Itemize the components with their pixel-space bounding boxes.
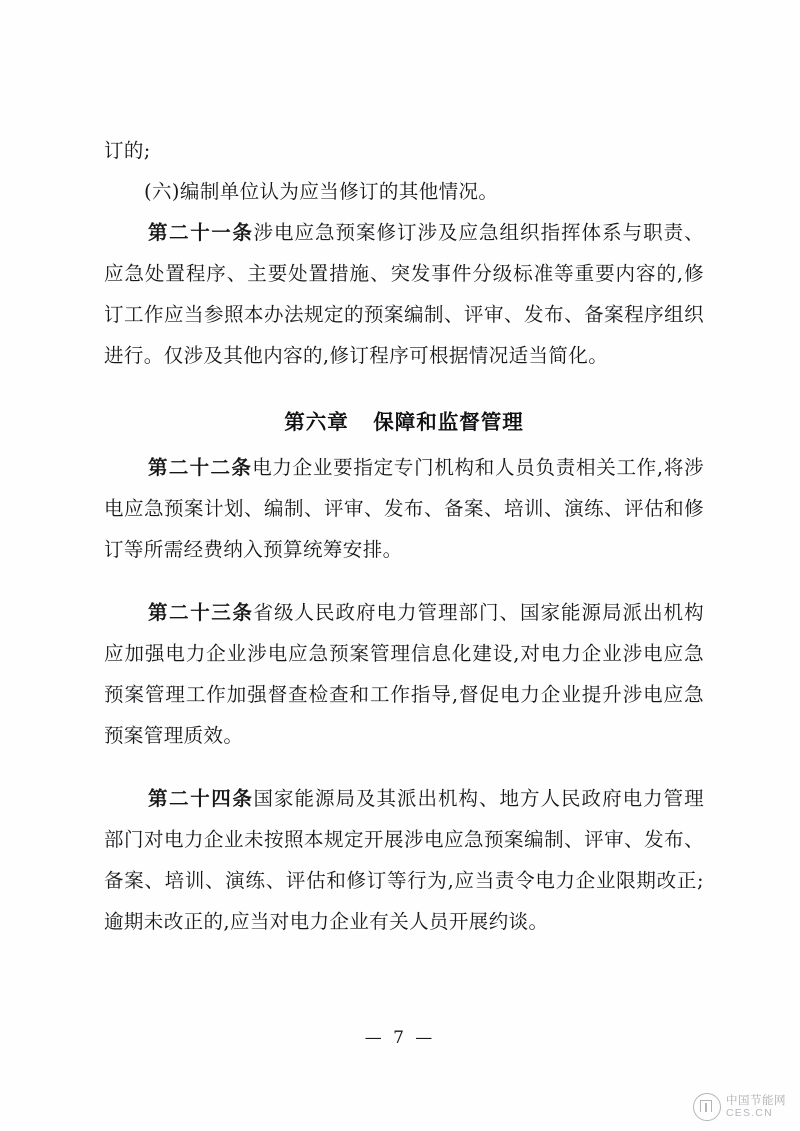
chapter-title: 保障和监督管理	[373, 410, 524, 434]
chapter-number: 第六章	[284, 410, 349, 434]
article-text-22: 电力企业要指定专门机构和人员负责相关工作,将涉电应急预案计划、编制、评审、发布、备案、培训、演练、评估和修订等所需经费纳入预算统筹安排。	[104, 456, 704, 561]
article-label-23: 第二十三条	[148, 601, 254, 624]
article-text-24: 国家能源局及其派出机构、地方人民政府电力管理部门对电力企业未按照本规定开展涉电应急预案编制、评审、发布、备案、培训、演练、评估和修订等行为,应当责令电力企业限期改正;逾期未改正的,应当对电力企业有关人员开展约谈。	[104, 787, 704, 933]
watermark-text	[726, 1095, 786, 1118]
document-body	[104, 130, 704, 942]
paragraph-article-21	[104, 212, 704, 376]
paragraph-item-six: (六)编制单位认为应当修订的其他情况。	[144, 180, 499, 203]
watermark-cn-label: 中国节能网	[726, 1095, 786, 1108]
site-watermark	[693, 1093, 786, 1121]
watermark-logo-icon	[693, 1093, 721, 1121]
chapter-heading-six	[104, 402, 704, 443]
watermark-en-label: CES.CN	[726, 1106, 773, 1119]
article-text-21: 涉电应急预案修订涉及应急组织指挥体系与职责、应急处置程序、主要处置措施、突发事件分级标准等重要内容的,修订工作应当参照本办法规定的预案编制、评审、发布、备案程序组织进行。仅涉及其他内容的,修订程序可根据情况适当简化。	[104, 221, 704, 367]
article-label-24: 第二十四条	[148, 787, 254, 810]
paragraph-article-22	[104, 447, 704, 570]
paragraph-article-24	[104, 778, 704, 942]
page-number: — 7 —	[364, 1028, 436, 1048]
article-label-21: 第二十一条	[148, 221, 254, 244]
paragraph-continued: 订的;	[104, 139, 151, 162]
paragraph-article-23	[104, 592, 704, 756]
article-label-22: 第二十二条	[148, 456, 253, 479]
article-text-23: 省级人民政府电力管理部门、国家能源局派出机构应加强电力企业涉电应急预案管理信息化建设,对电力企业涉电应急预案管理工作加强督查检查和工作指导,督促电力企业提升涉电应急预案管理质效。	[104, 601, 704, 747]
